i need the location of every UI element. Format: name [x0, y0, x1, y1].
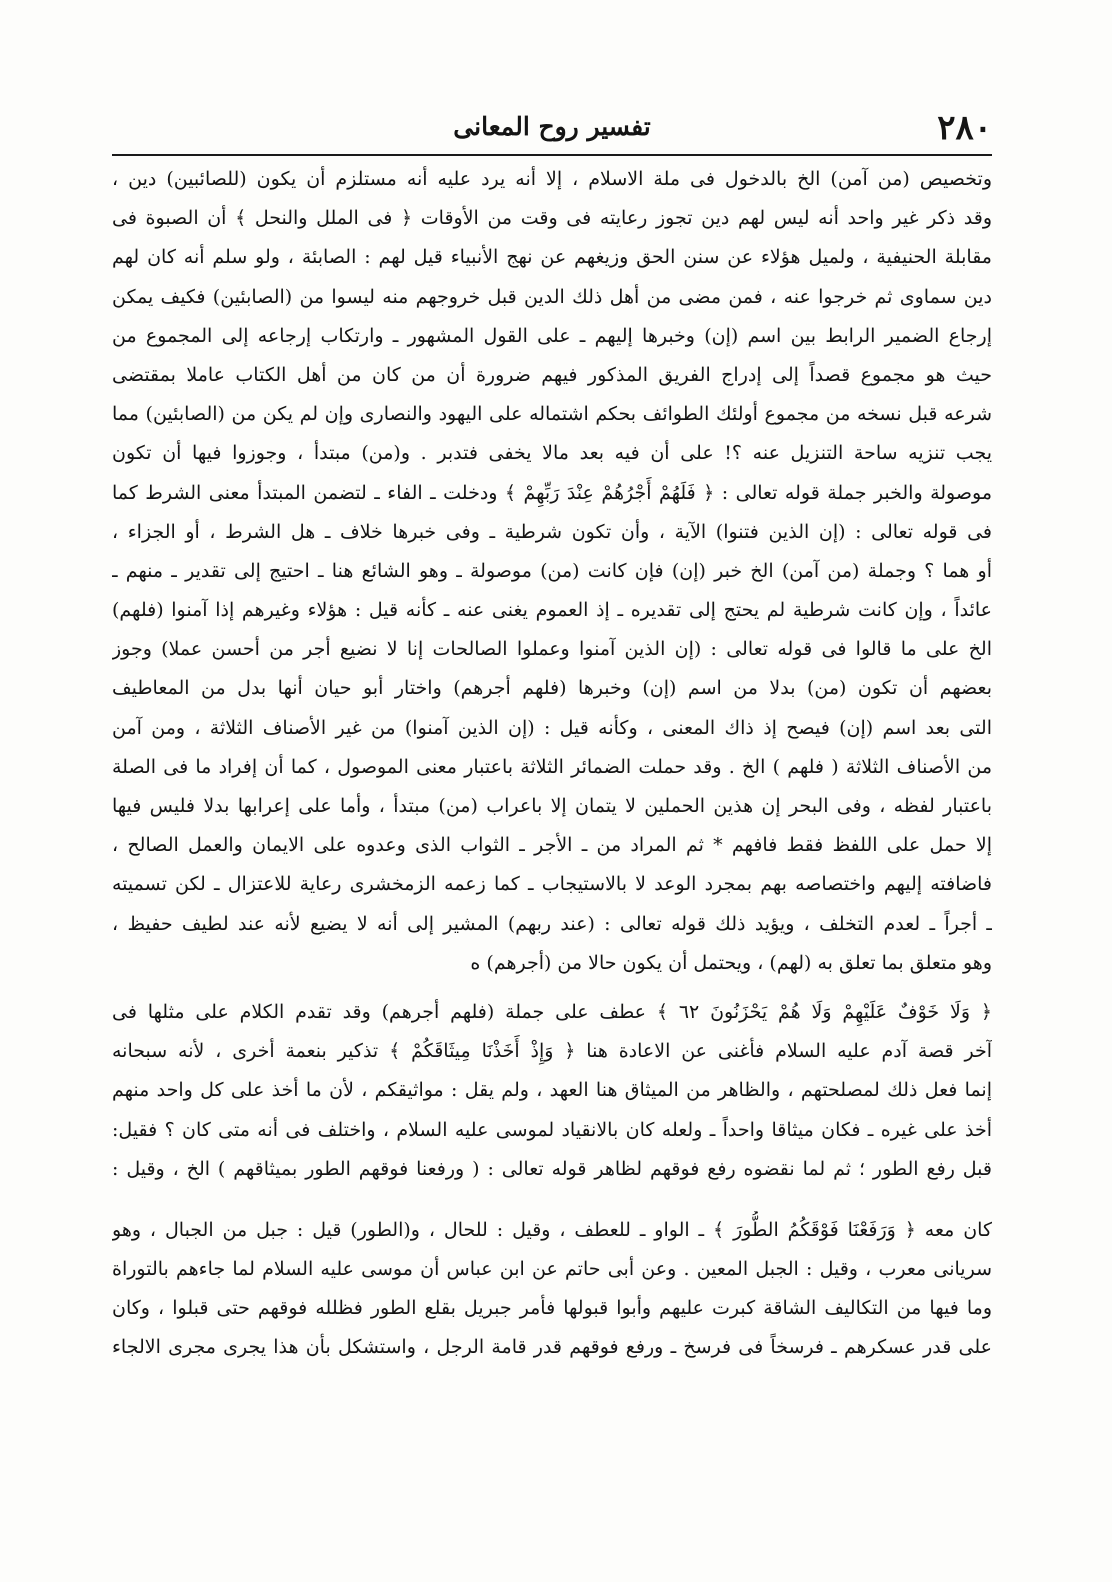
text-line: عائداً ، وإن كانت شرطية لم يحتج إلى تقديره ـ إذ العموم يغنى عنه ـ كأنه قيل : هؤلاء وغيرهم إذا آمنوا (فلهم) [112, 599, 992, 622]
text-line: يجب تنزيه ساحة التنزيل عنه ؟! على أن فيه بعد مالا يخفى فتدبر . و(من) مبتدأ ، وجوزوا فيها أن تكون [112, 442, 992, 465]
text-line: وقد ذكر غير واحد أنه ليس لهم دين تجوز رعايته فى وقت من الأوقات ﴿ فى الملل والنحل ﴾ أن الصبوة فى [112, 207, 992, 230]
text-line: الخ على ما قالوا فى قوله تعالى : (إن الذين آمنوا وعملوا الصالحات إنا لا نضيع أجر من أحسن عملا) وجوز [112, 638, 992, 661]
page-header [112, 100, 992, 156]
text-line: التى بعد اسم (إن) فيصح إذ ذاك المعنى ، وكأنه قيل : (إن الذين آمنوا) من غير الأصناف الثلاثة ، ومن آمن [112, 716, 992, 739]
text-line: سريانى معرب ، وقيل : الجبل المعين . وعن أبى حاتم عن ابن عباس أن موسى عليه السلام لما جاءهم بالتوراة [112, 1258, 992, 1281]
text-line: مقابلة الحنيفية ، ولميل هؤلاء عن سنن الحق وزيغهم عن نهج الأنبياء قيل لهم : الصابئة ، ولو سلم أنه كان لهم [112, 246, 992, 269]
commentary-text [112, 160, 992, 1368]
page-number: ٢٨٠ [937, 108, 992, 148]
text-line: وهو متعلق بما تعلق به (لهم) ، ويحتمل أن يكون حالا من (أجرهم) ه [470, 951, 992, 974]
text-line: إنما فعل ذلك لمصلحتهم ، والظاهر من الميثاق هنا العهد ، ولم يقل : مواثيقكم ، لأن ما أخذ على كل واحد منهم [112, 1079, 992, 1102]
text-line: كان معه ﴿ وَرَفَعْنَا فَوْقَكُمُ الطُّورَ ﴾ ـ الواو ـ للعطف ، وقيل : للحال ، و(الطور) قيل : جبل من الجبال ، وهو [112, 1218, 992, 1241]
text-line: ـ أجراً ـ لعدم التخلف ، ويؤيد ذلك قوله تعالى : (عند ربهم) المشير إلى أنه لا يضيع لأنه عند لطيف حفيظ ، [112, 912, 992, 935]
text-line: حيث هو مجموع قصداً إلى إدراج الفريق المذكور فيهم ضرورة أن من كان من أهل الكتاب عاملا بمقتضى [112, 363, 992, 386]
text-line: بعضهم أن تكون (من) بدلا من اسم (إن) وخبرها (فلهم أجرهم) واختار أبو حيان أنها بدل من المعاطيف [112, 677, 992, 700]
text-line: موصولة والخبر جملة قوله تعالى : ﴿ فَلَهُمْ أَجْرُهُمْ عِنْدَ رَبِّهِمْ ﴾ ودخلت ـ الفاء ـ لتضمن المبتدأ معنى الشرط كما [112, 481, 992, 504]
text-line: إلا حمل على اللفظ فقط فافهم * ثم المراد من ـ الأجر ـ الثواب الذى وعدوه على الايمان والعمل الصالح ، [112, 834, 992, 857]
text-line: إرجاع الضمير الرابط بين اسم (إن) وخبرها إليهم ـ على القول المشهور ـ وارتكاب إرجاعه إلى المجموع من [112, 324, 992, 347]
text-line: ﴿ وَلَا خَوْفٌ عَلَيْهِمْ وَلَا هُمْ يَحْزَنُونَ ٦٢ ﴾ عطف على جملة (فلهم أجرهم) وقد تقدم الكلام على مثلها فى [112, 1000, 992, 1023]
text-line: أو هما ؟ وجملة (من آمن) الخ خبر (إن) فإن كانت (من) موصولة ـ وهو الشائع هنا ـ احتيج إلى تقدير ـ منهم ـ [112, 559, 992, 582]
text-line: على قدر عسكرهم ـ فرسخاً فى فرسخ ـ ورفع فوقهم قدر قامة الرجل ، واستشكل بأن هذا يجرى مجرى الالجاء [112, 1336, 992, 1359]
text-line: فى قوله تعالى : (إن الذين فتنوا) الآية ، وأن تكون شرطية ـ وفى خبرها خلاف ـ هل الشرط ، أو الجزاء ، [112, 520, 992, 543]
text-line: أخذ على غيره ـ فكان ميثاقا واحداً ـ ولعله كان بالانقياد لموسى عليه السلام ، واختلف فى أنه متى كان ؟ فقيل: [112, 1118, 992, 1141]
text-line: آخر قصة آدم عليه السلام فأغنى عن الاعادة هنا ﴿ وَإِذْ أَخَذْنَا مِيثَاقَكُمْ ﴾ تذكير بنعمة أخرى ، لأنه سبحانه [112, 1040, 992, 1063]
text-line: قبل رفع الطور ؛ ثم لما نقضوه رفع فوقهم لظاهر قوله تعالى : ( ورفعنا فوقهم الطور بميثاقهم ) الخ ، وقيل : [112, 1157, 992, 1180]
running-title: تفسير روح المعانى [453, 112, 651, 141]
text-line: من الأصناف الثلاثة ( فلهم ) الخ . وقد حملت الضمائر الثلاثة باعتبار معنى الموصول ، كما أن إفراد ما فى الصلة [112, 755, 992, 778]
text-line: فاضافته إليهم واختصاصه بهم بمجرد الوعد لا بالاستيجاب ـ كما زعمه الزمخشرى رعاية للاعتزال ـ لكن تسميته [112, 873, 992, 896]
text-line: وتخصيص (من آمن) الخ بالدخول فى ملة الاسلام ، إلا أنه يرد عليه أنه مستلزم أن يكون (للصائبين) دين ، [112, 168, 992, 190]
text-line: وما فيها من التكاليف الشاقة كبرت عليهم وأبوا قبولها فأمر جبريل بقلع الطور فظلله فوقهم حتى قبلوا ، وكان [112, 1297, 992, 1320]
header-rule [112, 154, 992, 156]
text-line: دين سماوى ثم خرجوا عنه ، فمن مضى من أهل ذلك الدين قبل خروجهم منه ليسوا من (الصابئين) فكيف يمكن [112, 285, 992, 308]
text-line: باعتبار لفظه ، وفى البحر إن هذين الحملين لا يتمان إلا باعراب (من) مبتدأ ، وأما على إعرابها بدلا فليس فيها [112, 795, 992, 817]
text-line: شرعه قبل نسخه من مجموع أولئك الطوائف بحكم اشتماله على اليهود والنصارى وإن لم يكن من (الصابئين) مما [112, 403, 992, 426]
